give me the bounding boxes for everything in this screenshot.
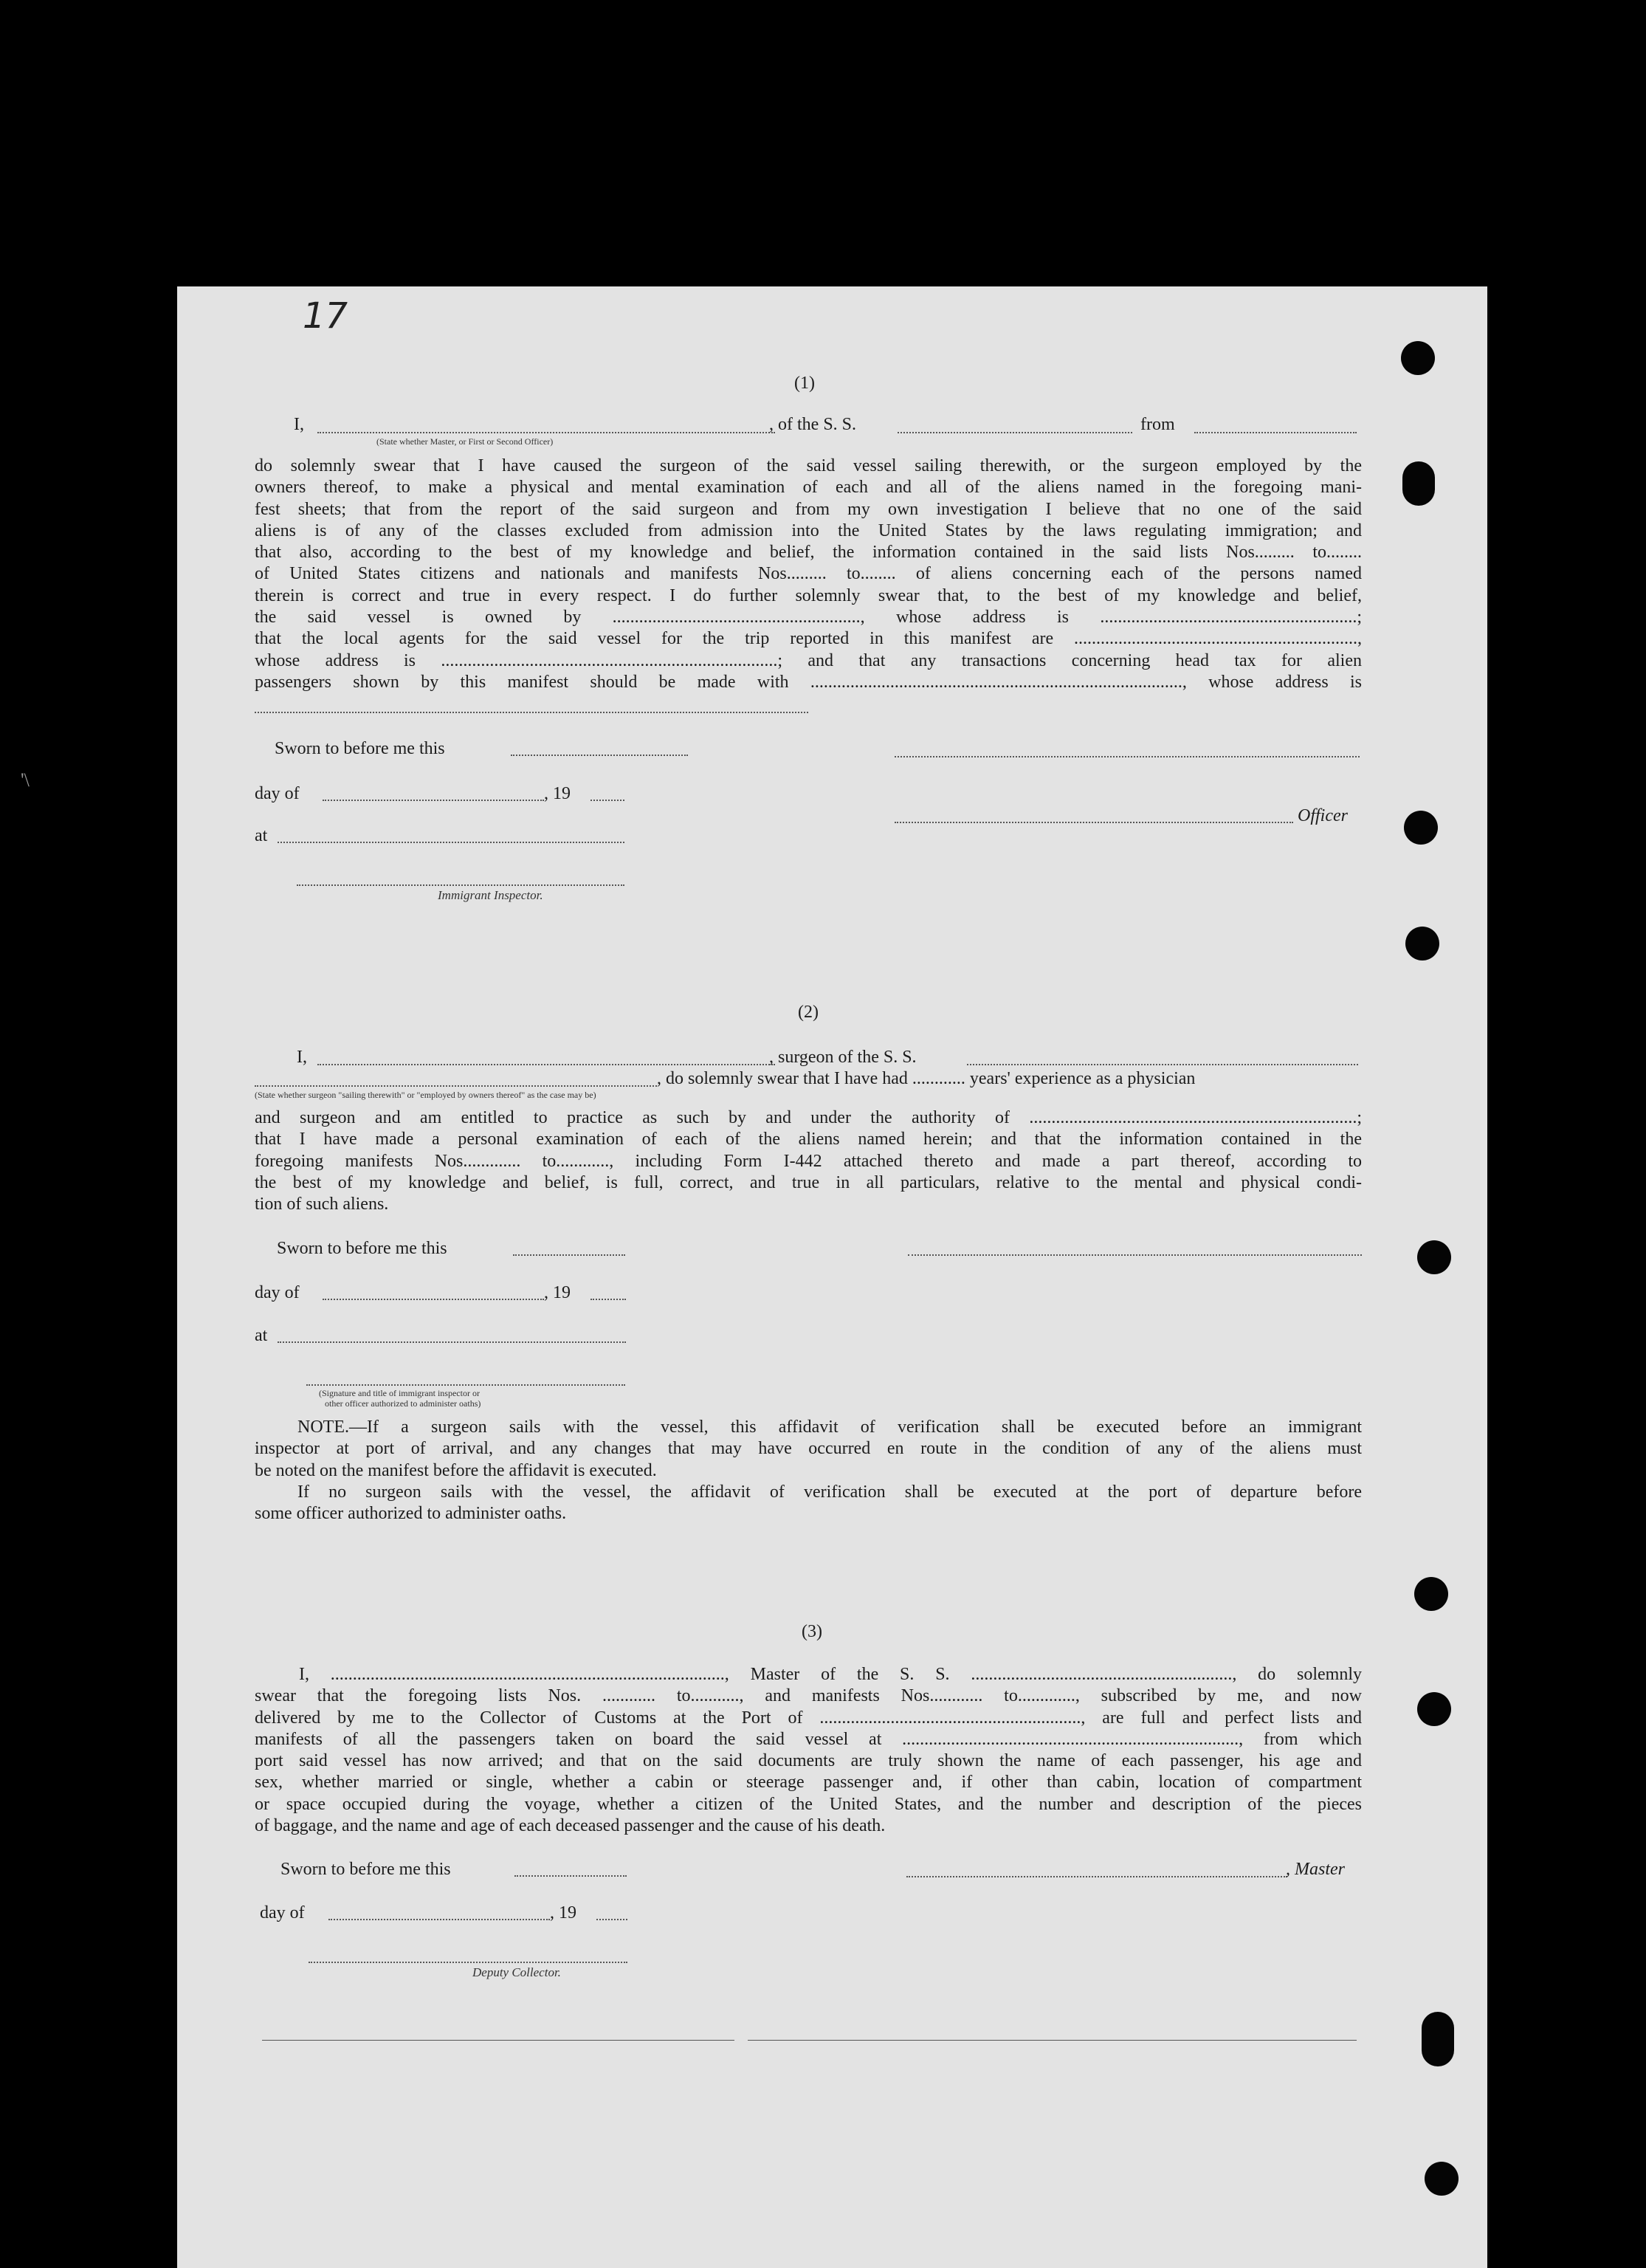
section1-year: , 19 [544, 784, 571, 803]
punch-hole [1425, 2162, 1459, 2196]
fill-line [323, 1299, 544, 1300]
punch-hole [1417, 1692, 1451, 1726]
section1-caption: (State whether Master, or First or Second Officer) [376, 436, 554, 447]
fill-line [596, 1919, 627, 1920]
signature-line [297, 884, 624, 886]
fill-line [255, 1085, 657, 1087]
officer-caption: Officer [1298, 806, 1348, 825]
section1-day-of: day of [255, 784, 300, 803]
punch-hole [1402, 461, 1435, 506]
punch-hole [1422, 2012, 1454, 2066]
section2-day-of: day of [255, 1283, 300, 1302]
deputy-caption: Deputy Collector. [472, 1965, 561, 1979]
signature-line [895, 756, 1360, 757]
fill-line [898, 432, 1132, 433]
fill-line [255, 712, 808, 713]
punch-hole [1405, 927, 1439, 961]
section1-from: from [1140, 415, 1175, 434]
fill-line [590, 800, 624, 801]
fill-line [278, 842, 624, 843]
sig-caption-1: (Signature and title of immigrant inspector or [319, 1388, 480, 1398]
inspector-caption: Immigrant Inspector. [438, 888, 543, 902]
section1-body: do solemnly swear that I have caused the surgeon of the said vessel sailing therewith, or the surgeon employed by the owners thereof, to make a physical and mental examination of each and all of the aliens named in the foregoing mani- fest sheets; that from the report of the said surgeon and from my own investigation I believe that no one of the said aliens is of any of the classes excluded from admission into the United States by the laws regulating immigration; and that also, according to the best of my knowledge and belief, the information contained in the said lists Nos......... to........ of United States citizens and nationals and manifests Nos......... to........ of aliens concerning each of the persons named therein is correct and true in every respect. I do further solemnly swear that, to the best of my knowledge and belief, the said vessel is owned by ........................................................, whose address is ..........................................................; that the local agents for the said vessel for the trip reported in this manifest are ................................................................, whose address is ............................................................................; and that any transactions concerning head tax for alien passengers shown by this manifest should be made with ...................................................................................., whose address is [255, 456, 1362, 692]
fill-line [317, 1064, 775, 1065]
master-caption: , Master [1286, 1860, 1345, 1879]
fill-line [967, 1064, 1358, 1065]
fill-line [328, 1919, 550, 1920]
section2-body: and surgeon and am entitled to practice as such by and under the authority of ..........................................................................; that I have made a personal examination of each of the aliens named herein; and that the information contained in the foregoing manifests Nos............. to............, including Form I-442 attached thereto and made a part thereof, according to the best of my knowledge and belief, is full, correct, and true in all particulars, relative to the mental and physical condi- tion of such aliens. [255, 1108, 1362, 1214]
handwritten-mark: 17 [303, 295, 348, 337]
section2-year: , 19 [544, 1283, 571, 1302]
section1-number: (1) [794, 374, 815, 393]
section3-body: I, ........................................................................................., Master of the S. S. ..........................................................., do solemnly swear that the foregoing lists Nos. ............ to..........., and manifests Nos............ to............., subscribed by me, and now delivered by me to the Collector of Customs at the Port of ..........................................................., are full and perfect lists and manifests of all the passengers taken on board the said vessel at ............................................................................, from which port said vessel has now arrived; and that on the said documents are truly shown the name of each passenger, his age and sex, whether married or single, whether a cabin or steerage passenger and, if other than cabin, location of compartment or space occupied during the voyage, whether a citizen of the United States, and the number and description of the pieces of baggage, and the name and age of each deceased passenger and the cause of his death. [255, 1665, 1362, 1836]
signature-line [908, 1254, 1362, 1256]
section2-surgeon: , surgeon of the S. S. [769, 1048, 917, 1067]
punch-hole [1404, 811, 1438, 845]
section1-sworn: Sworn to before me this [275, 739, 445, 758]
section2-line2: , do solemnly swear that I have had ............ years' experience as a physician [657, 1069, 1196, 1088]
bottom-rule [262, 2040, 734, 2041]
section2-number: (2) [798, 1003, 819, 1022]
margin-mark: '\ [21, 769, 30, 791]
fill-line [323, 800, 544, 801]
bottom-rule [748, 2040, 1357, 2041]
section2-note: NOTE.—If a surgeon sails with the vessel, this affidavit of verification shall be executed before an immigrant inspector at port of arrival, and any changes that may have occurred en route in the condition of any of the aliens must be noted on the manifest before the affidavit is executed. If no surgeon sails with the vessel, the affidavit of verification shall be executed at the port of departure before some officer authorized to administer oaths. [255, 1418, 1362, 1524]
section3-year: , 19 [550, 1903, 576, 1922]
section2-i: I, [297, 1048, 307, 1067]
section1-of-ss: , of the S. S. [769, 415, 857, 434]
punch-hole [1414, 1577, 1448, 1611]
signature-line [309, 1962, 627, 1963]
section3-number: (3) [802, 1622, 822, 1641]
section1-i: I, [294, 415, 304, 434]
section2-caption: (State whether surgeon "sailing therewith" or "employed by owners thereof" as the case may be) [255, 1090, 596, 1100]
fill-line [317, 432, 775, 433]
fill-line [590, 1299, 626, 1300]
fill-line [513, 1254, 625, 1256]
fill-line [1194, 432, 1357, 433]
section2-sworn: Sworn to before me this [277, 1239, 447, 1258]
fill-line [511, 755, 688, 756]
signature-line [306, 1384, 625, 1386]
signature-line [906, 1876, 1287, 1877]
signature-line [895, 822, 1293, 823]
fill-line [278, 1341, 626, 1343]
punch-hole [1417, 1240, 1451, 1274]
punch-hole [1401, 341, 1435, 375]
section3-day-of: day of [260, 1903, 305, 1922]
section1-at: at [255, 826, 268, 845]
section2-at: at [255, 1326, 268, 1345]
section3-sworn: Sworn to before me this [280, 1860, 451, 1879]
sig-caption-2: other officer authorized to administer oaths) [325, 1398, 481, 1409]
fill-line [514, 1875, 627, 1877]
